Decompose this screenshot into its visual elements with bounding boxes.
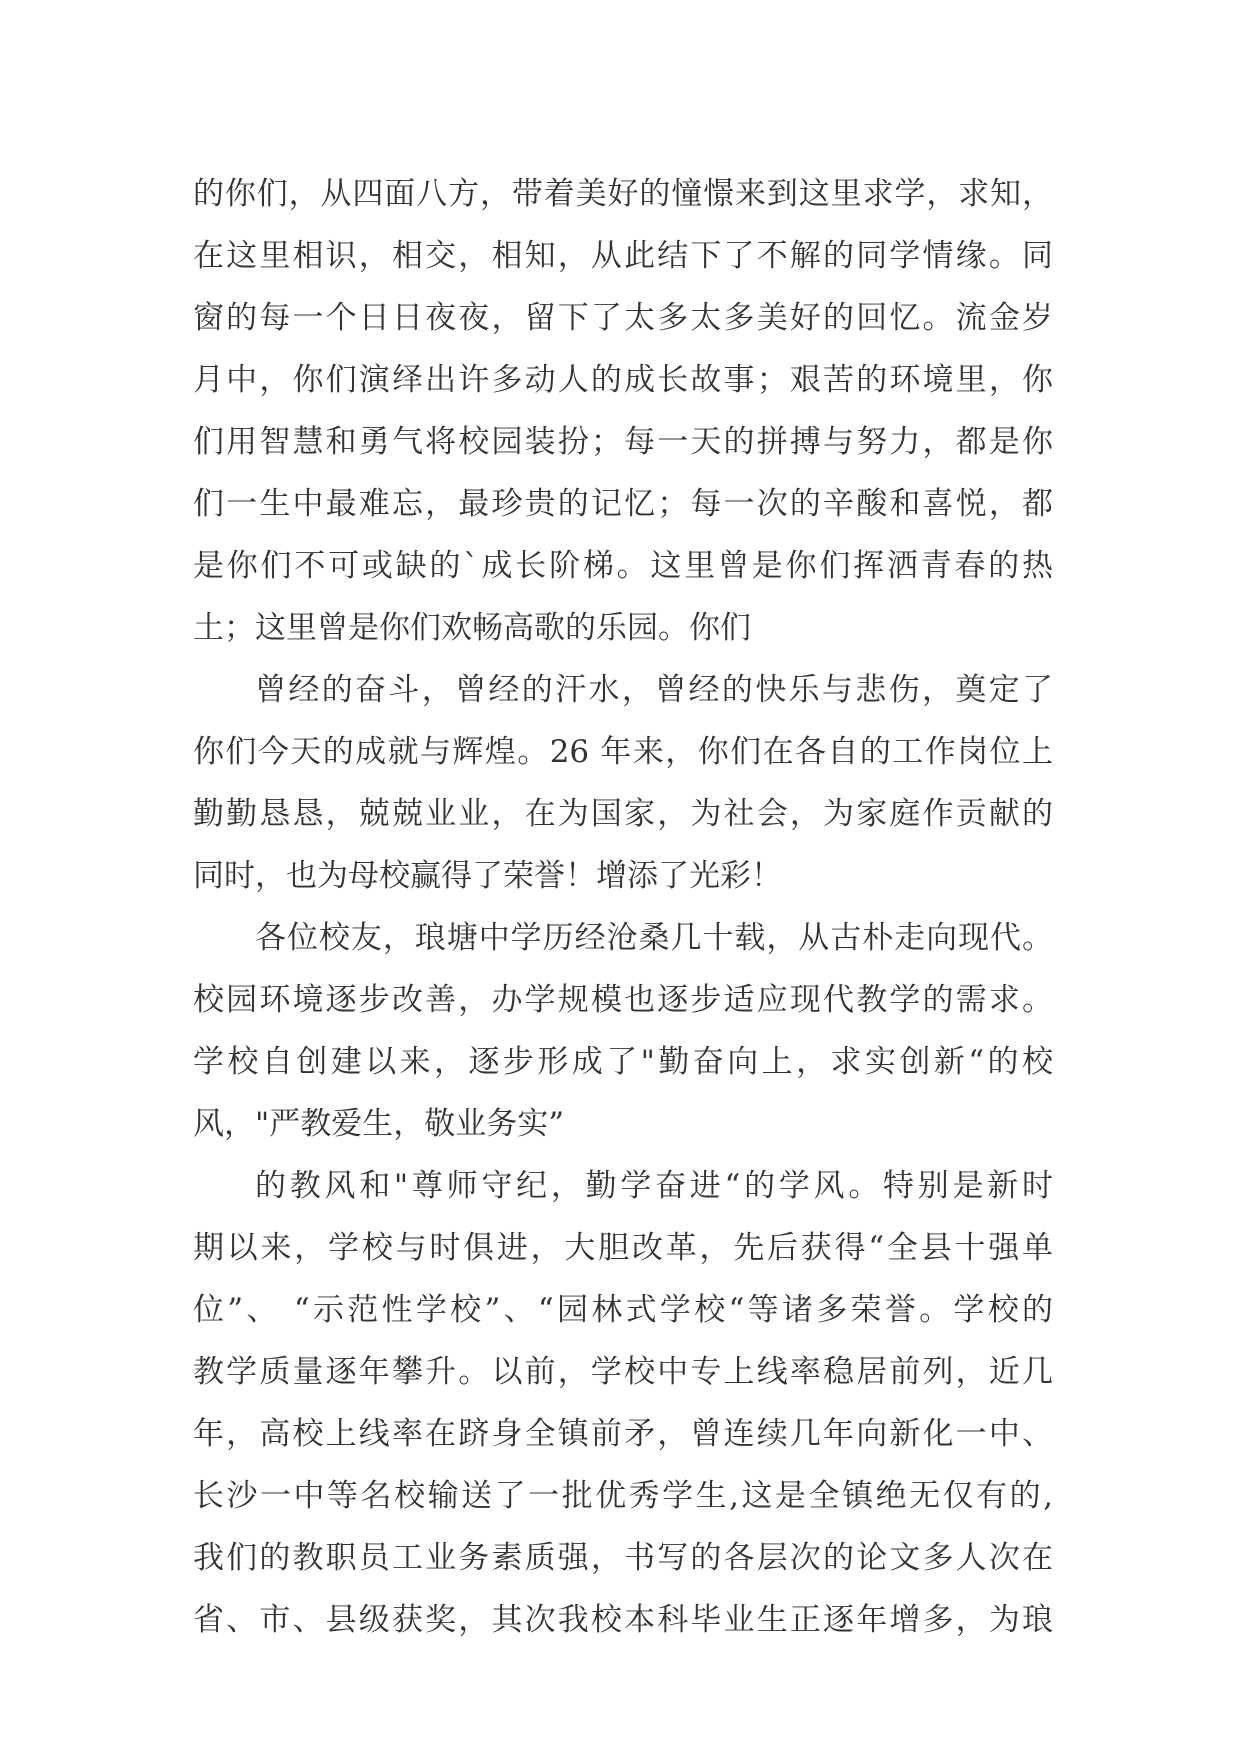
text-line: 月中，你们演绎出许多动人的成长故事；艰苦的环境里，你 (193, 362, 1053, 398)
text-line: 们用智慧和勇气将校园装扮；每一天的拼搏与努力，都是你 (193, 424, 1053, 460)
paragraph-1 (193, 163, 1053, 659)
text-line: 教学质量逐年攀升。以前，学校中专上线率稳居前列，近几 (193, 1354, 1053, 1390)
text-line: 土；这里曾是你们欢畅高歌的乐园。你们 (193, 610, 751, 646)
text-line: 的教风和"尊师守纪，勤学奋进“的学风。特别是新时 (255, 1168, 1053, 1204)
text-line: 勤勤恳恳，兢兢业业，在为国家，为社会，为家庭作贡献的 (193, 796, 1053, 832)
text-line: 我们的教职员工业务素质强，书写的各层次的论文多人次在 (193, 1540, 1053, 1576)
text-line: 同时，也为母校赢得了荣誉！增添了光彩！ (193, 858, 782, 894)
text-line: 各位校友，琅塘中学历经沧桑几十载，从古朴走向现代。 (255, 920, 1053, 956)
text-line: 你们今天的成就与辉煌。26 年来，你们在各自的工作岗位上 (193, 734, 1053, 770)
text-line: 学校自创建以来，逐步形成了"勤奋向上，求实创新“的校 (193, 1044, 1053, 1080)
text-line: 窗的每一个日日夜夜，留下了太多太多美好的回忆。流金岁 (193, 300, 1053, 336)
paragraph-3 (193, 907, 1053, 1155)
paragraph-4 (193, 1155, 1053, 1651)
text-line: 位”、 “示范性学校”、“园林式学校“等诸多荣誉。学校的 (193, 1292, 1053, 1328)
text-line: 的你们，从四面八方，带着美好的憧憬来到这里求学，求知， (193, 176, 1053, 212)
text-line: 曾经的奋斗，曾经的汗水，曾经的快乐与悲伤，奠定了 (255, 672, 1053, 708)
text-line: 校园环境逐步改善，办学规模也逐步适应现代教学的需求。 (193, 982, 1053, 1018)
text-line: 们一生中最难忘，最珍贵的记忆；每一次的辛酸和喜悦，都 (193, 486, 1053, 522)
text-line: 年，高校上线率在跻身全镇前矛，曾连续几年向新化一中、 (193, 1416, 1053, 1452)
text-line: 风，"严教爱生，敬业务实” (193, 1106, 565, 1142)
text-line: 在这里相识，相交，相知，从此结下了不解的同学情缘。同 (193, 238, 1053, 274)
text-line: 期以来，学校与时俱进，大胆改革，先后获得“全县十强单 (193, 1230, 1053, 1266)
text-line: 省、市、县级获奖，其次我校本科毕业生正逐年增多，为琅 (193, 1602, 1053, 1638)
body-text (193, 163, 1053, 1651)
text-line: 是你们不可或缺的`成长阶梯。这里曾是你们挥洒青春的热 (193, 548, 1053, 584)
paragraph-2 (193, 659, 1053, 907)
text-line: 长沙一中等名校输送了一批优秀学生,这是全镇绝无仅有的, (193, 1478, 1053, 1514)
